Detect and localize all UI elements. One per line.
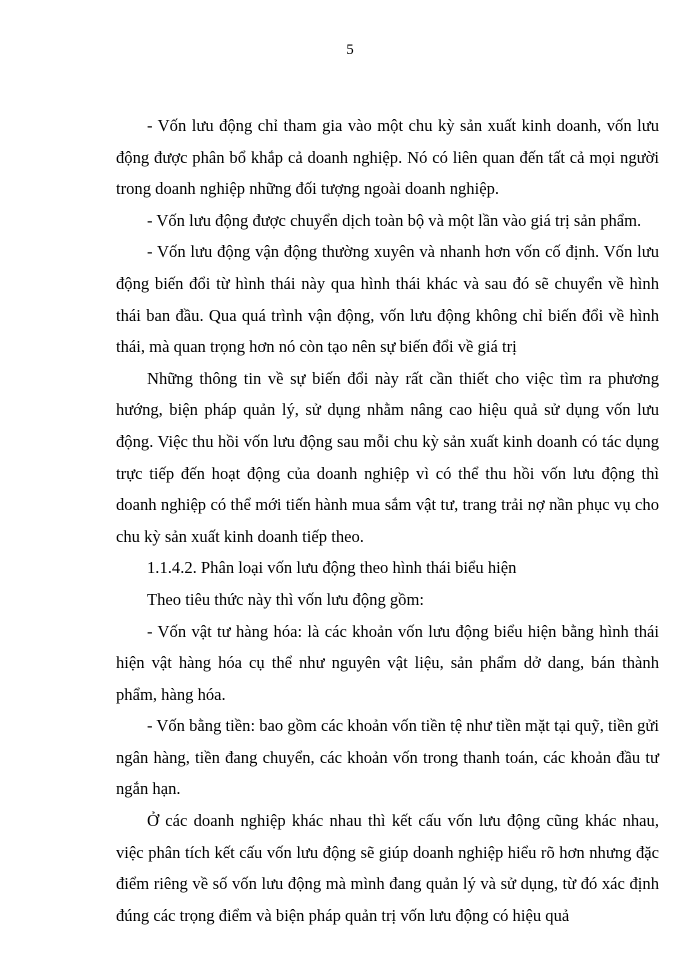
paragraph-cash-capital: - Vốn bằng tiền: bao gồm các khoản vốn tiền tệ như tiền mặt tại quỹ, tiền gửi ngân hàng, tiền đang chuyển, các khoản vốn trong thanh toán, các khoản đầu tư ngắn hạn. [116, 716, 659, 799]
page-number: 5 [346, 42, 354, 58]
paragraph-value-transfer: - Vốn lưu động được chuyển dịch toàn bộ và một lần vào giá trị sản phẩm. [147, 210, 642, 230]
paragraph-information-usage: Những thông tin về sự biến đổi này rất cần thiết cho việc tìm ra phương hướng, biện pháp quản lý, sử dụng nhằm nâng cao hiệu quả sử dụng vốn lưu động. Việc thu hồi vốn lưu động sau mỗi chu kỳ sản xuất kinh doanh có tác dụng trực tiếp đến hoạt động của doanh nghiệp vì có thể thu hồi vốn lưu động thì doanh nghiệp có thể mới tiến hành mua sắm vật tư, trang trải nợ nần phục vụ cho chu kỳ sản xuất kinh doanh tiếp theo. [116, 368, 659, 546]
document-body [116, 110, 659, 931]
section-heading: 1.1.4.2. Phân loại vốn lưu động theo hình thái biểu hiện [147, 558, 517, 578]
paragraph-capital-structure: Ở các doanh nghiệp khác nhau thì kết cấu vốn lưu động cũng khác nhau, việc phân tích kết cấu vốn lưu động sẽ giúp doanh nghiệp hiểu rõ hơn nhưng đặc điểm riêng về số vốn lưu động mà mình đang quản lý và sử dụng, từ đó xác định đúng các trọng điểm và biện pháp quản trị vốn lưu động có hiệu quả [116, 811, 659, 925]
paragraph-capital-movement: - Vốn lưu động vận động thường xuyên và nhanh hơn vốn cố định. Vốn lưu động biến đổi từ hình thái này qua hình thái khác và sau đó sẽ chuyển về hình thái ban đầu. Qua quá trình vận động, vốn lưu động không chỉ biến đổi về hình thái, mà quan trọng hơn nó còn tạo nên sự biến đổi về giá trị [116, 242, 659, 357]
paragraph-criteria-intro: Theo tiêu thức này thì vốn lưu động gồm: [147, 589, 424, 609]
paragraph-material-capital: - Vốn vật tư hàng hóa: là các khoản vốn lưu động biểu hiện bằng hình thái hiện vật hàng hóa cụ thể như nguyên vật liệu, sản phẩm dở dang, bán thành phẩm, hàng hóa. [116, 621, 659, 704]
paragraph-working-capital-cycle: - Vốn lưu động chỉ tham gia vào một chu kỳ sản xuất kinh doanh, vốn lưu động được phân bổ khắp cả doanh nghiệp. Nó có liên quan đến tất cả mọi người trong doanh nghiệp những đối tượng ngoài doanh nghiệp. [116, 116, 659, 199]
